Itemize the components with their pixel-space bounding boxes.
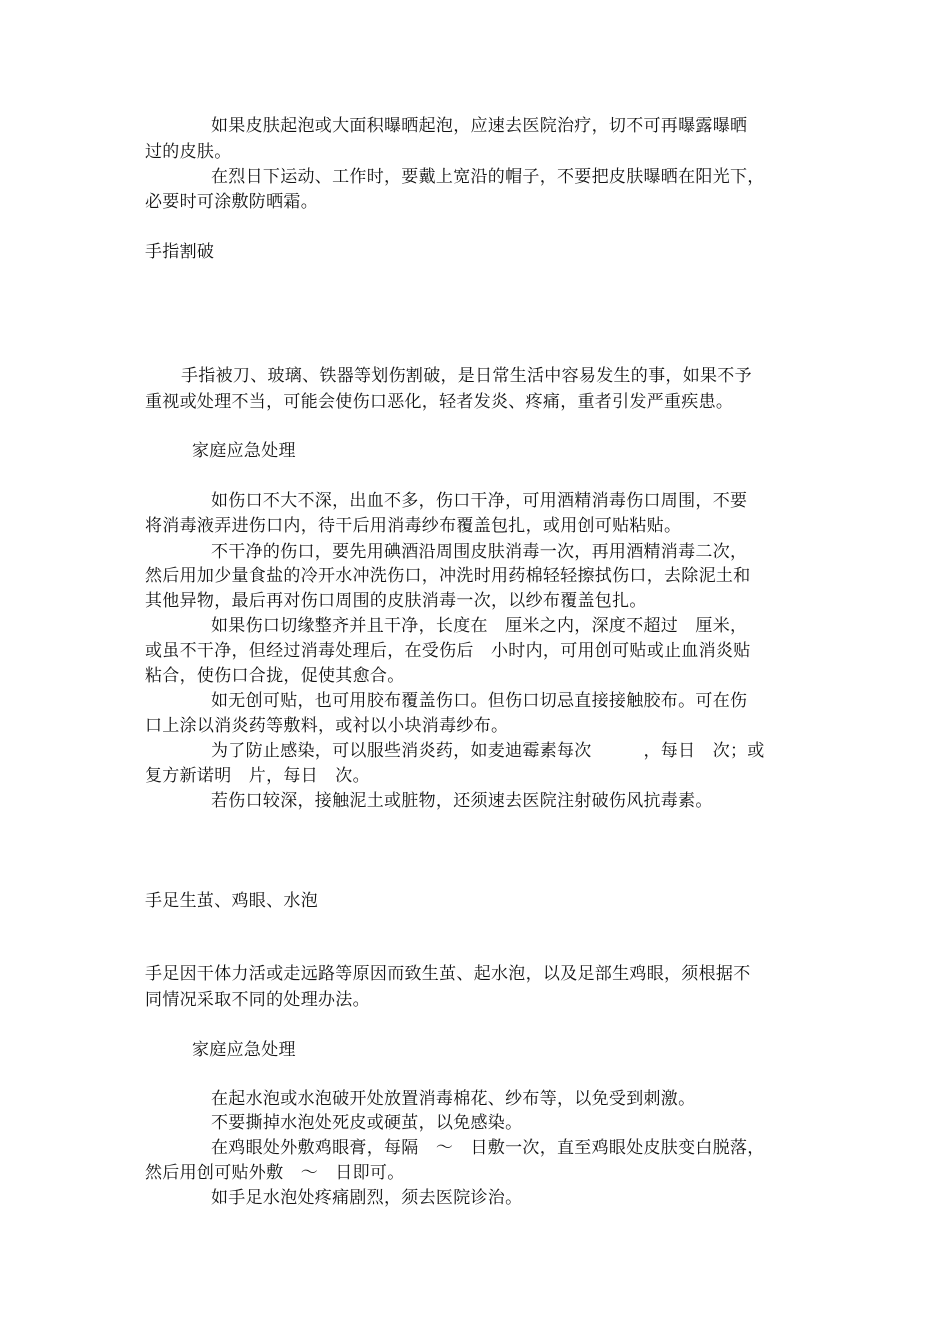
section-heading-foot: 手足生茧、鸡眼、水泡 — [145, 891, 318, 911]
paragraph-line: 粘合，使伤口合拢，促使其愈合。 — [145, 666, 405, 686]
paragraph-line: 将消毒液弄进伤口内，待干后用消毒纱布覆盖包扎，或用创可贴粘贴。 — [145, 516, 682, 536]
paragraph-line: 如果皮肤起泡或大面积曝晒起泡，应速去医院治疗，切不可再曝露曝晒 — [211, 116, 748, 136]
paragraph-line: 其他异物，最后再对伤口周围的皮肤消毒一次，以纱布覆盖包扎。 — [145, 591, 647, 611]
paragraph-line: 重视或处理不当，可能会使伤口恶化，轻者发炎、疼痛，重者引发严重疾患。 — [145, 392, 734, 412]
paragraph-line: 若伤口较深，接触泥土或脏物，还须速去医院注射破伤风抗毒素。 — [211, 791, 713, 811]
paragraph-line: 不要撕掉水泡处死皮或硬茧，以免感染。 — [211, 1113, 523, 1133]
paragraph-line: 在烈日下运动、工作时，要戴上宽沿的帽子，不要把皮肤曝晒在阳光下， — [211, 167, 765, 187]
paragraph-line: 过的皮肤。 — [145, 142, 232, 162]
paragraph-line: 同情况采取不同的处理办法。 — [145, 990, 370, 1010]
paragraph-line: 在起水泡或水泡破开处放置消毒棉花、纱布等，以免受到刺激。 — [211, 1089, 696, 1109]
paragraph-line: 手指被刀、玻璃、铁器等划伤割破，是日常生活中容易发生的事，如果不予 — [181, 366, 752, 386]
paragraph-line: 如伤口不大不深，出血不多，伤口干净，可用酒精消毒伤口周围，不要 — [211, 491, 748, 511]
paragraph-line: 为了防止感染，可以服些消炎药，如麦迪霉素每次 ，每日 次；或 — [211, 741, 765, 761]
paragraph-line: 在鸡眼处外敷鸡眼膏，每隔 ～ 日敷一次，直至鸡眼处皮肤变白脱落， — [211, 1138, 765, 1158]
paragraph-line: 必要时可涂敷防晒霜。 — [145, 192, 318, 212]
section-heading-finger: 手指割破 — [145, 242, 215, 262]
paragraph-line: 或虽不干净，但经过消毒处理后，在受伤后 小时内，可用创可贴或止血消炎贴 — [145, 641, 751, 661]
paragraph-line: 然后用加少量食盐的冷开水冲洗伤口，冲洗时用药棉轻轻擦拭伤口，去除泥土和 — [145, 566, 751, 586]
paragraph-line: 如手足水泡处疼痛剧烈，须去医院诊治。 — [211, 1188, 523, 1208]
paragraph-line: 复方新诺明 片，每日 次。 — [145, 766, 370, 786]
paragraph-line: 如果伤口切缘整齐并且干净，长度在 厘米之内，深度不超过 厘米， — [211, 616, 748, 636]
paragraph-line: 不干净的伤口，要先用碘酒沿周围皮肤消毒一次，再用酒精消毒二次， — [211, 542, 748, 562]
paragraph-line: 然后用创可贴外敷 ～ 日即可。 — [145, 1163, 405, 1183]
subheading: 家庭应急处理 — [192, 441, 296, 461]
paragraph-line: 如无创可贴，也可用胶布覆盖伤口。但伤口切忌直接接触胶布。可在伤 — [211, 691, 748, 711]
paragraph-line: 口上涂以消炎药等敷料，或衬以小块消毒纱布。 — [145, 716, 509, 736]
paragraph-line: 手足因干体力活或走远路等原因而致生茧、起水泡，以及足部生鸡眼，须根据不 — [145, 964, 751, 984]
subheading: 家庭应急处理 — [192, 1040, 296, 1060]
